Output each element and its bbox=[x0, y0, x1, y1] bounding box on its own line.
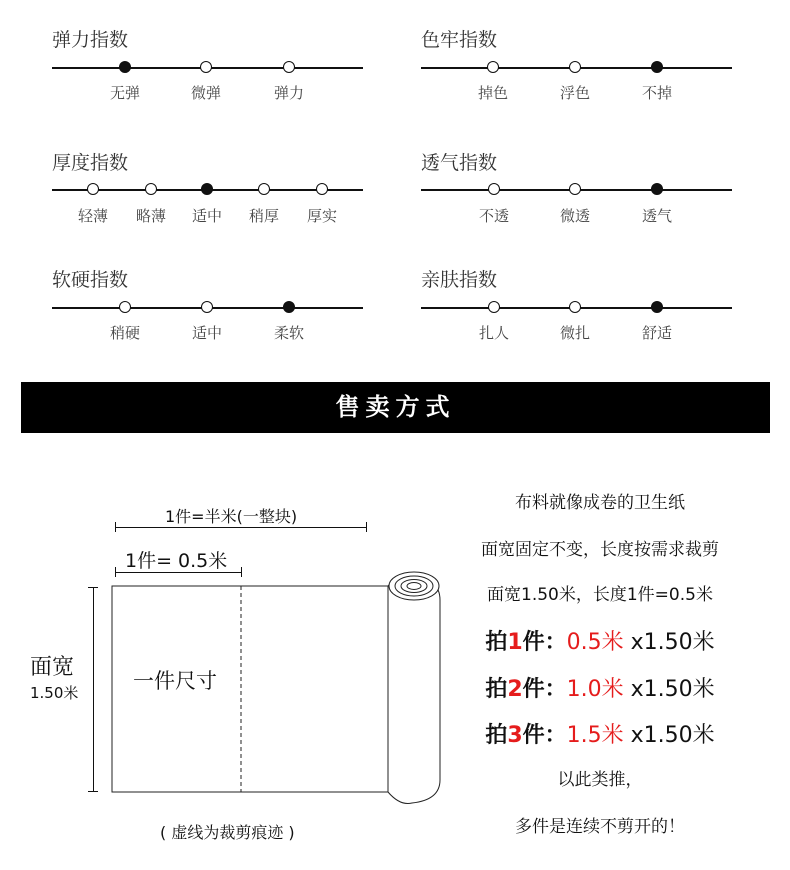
index-level-label: 扎人 bbox=[478, 324, 510, 342]
index-level-label: 微透 bbox=[559, 207, 591, 225]
index-level-label: 舒适 bbox=[641, 324, 673, 342]
info-line-3: 面宽1.50米，长度1件=0.5米 bbox=[487, 585, 713, 605]
order-unit: 件： bbox=[522, 723, 567, 748]
index-title-elasticity: 弹力指数 bbox=[52, 29, 129, 51]
index-level-label: 透气 bbox=[641, 207, 673, 225]
order-prefix: 拍 bbox=[485, 723, 508, 748]
order-rest: x1.50米 bbox=[623, 630, 715, 655]
order-row-1 bbox=[430, 625, 770, 656]
dim-full-label: 1件=半米(一整块) bbox=[165, 507, 298, 526]
index-level-label: 略薄 bbox=[135, 207, 167, 225]
order-qty: 2 bbox=[507, 677, 523, 702]
index-level-label: 轻薄 bbox=[77, 207, 109, 225]
index-level-label: 无弹 bbox=[109, 84, 141, 102]
order-prefix: 拍 bbox=[485, 677, 508, 702]
order-unit: 件： bbox=[522, 630, 567, 655]
order-row-2 bbox=[430, 672, 770, 703]
index-title-skin-comfort: 亲肤指数 bbox=[421, 269, 498, 291]
info-line-2: 面宽固定不变，长度按需求裁剪 bbox=[481, 540, 719, 560]
order-qty: 3 bbox=[507, 723, 523, 748]
index-level-label: 微弹 bbox=[190, 84, 222, 102]
index-level-label: 不透 bbox=[478, 207, 510, 225]
index-title-thickness: 厚度指数 bbox=[52, 152, 129, 174]
index-level-label: 适中 bbox=[191, 324, 223, 342]
width-label: 面宽 bbox=[30, 655, 75, 680]
dim-half-label: 1件= 0.5米 bbox=[125, 550, 228, 572]
order-unit: 件： bbox=[522, 677, 567, 702]
index-level-label: 稍厚 bbox=[248, 207, 280, 225]
index-title-breathability: 透气指数 bbox=[421, 152, 498, 174]
index-level-label: 适中 bbox=[191, 207, 223, 225]
index-level-label: 浮色 bbox=[559, 84, 591, 102]
info-line-4: 以此类推， bbox=[557, 770, 643, 790]
order-rest: x1.50米 bbox=[623, 677, 715, 702]
index-level-label: 不掉 bbox=[641, 84, 673, 102]
info-line-5: 多件是连续不剪开的！ bbox=[515, 817, 685, 837]
index-title-softness: 软硬指数 bbox=[52, 269, 129, 291]
index-level-label: 稍硬 bbox=[109, 324, 141, 342]
info-line-1: 布料就像成卷的卫生纸 bbox=[515, 493, 685, 513]
index-title-colorfastness: 色牢指数 bbox=[421, 29, 498, 51]
order-qty: 1 bbox=[507, 630, 523, 655]
index-level-label: 弹力 bbox=[273, 84, 305, 102]
banner-title: 售卖方式 bbox=[335, 393, 456, 421]
order-length: 0.5米 bbox=[566, 630, 624, 655]
index-level-label: 微扎 bbox=[559, 324, 591, 342]
index-level-label: 厚实 bbox=[306, 207, 338, 225]
order-rest: x1.50米 bbox=[623, 723, 715, 748]
order-length: 1.0米 bbox=[566, 677, 624, 702]
diagram-caption: ( 虚线为裁剪痕迹 ) bbox=[160, 823, 295, 842]
width-value: 1.50米 bbox=[30, 684, 79, 702]
piece-size-label: 一件尺寸 bbox=[133, 669, 217, 693]
index-level-label: 掉色 bbox=[477, 84, 509, 102]
order-prefix: 拍 bbox=[485, 630, 508, 655]
index-level-label: 柔软 bbox=[273, 324, 305, 342]
order-length: 1.5米 bbox=[566, 723, 624, 748]
order-row-3 bbox=[430, 718, 770, 749]
